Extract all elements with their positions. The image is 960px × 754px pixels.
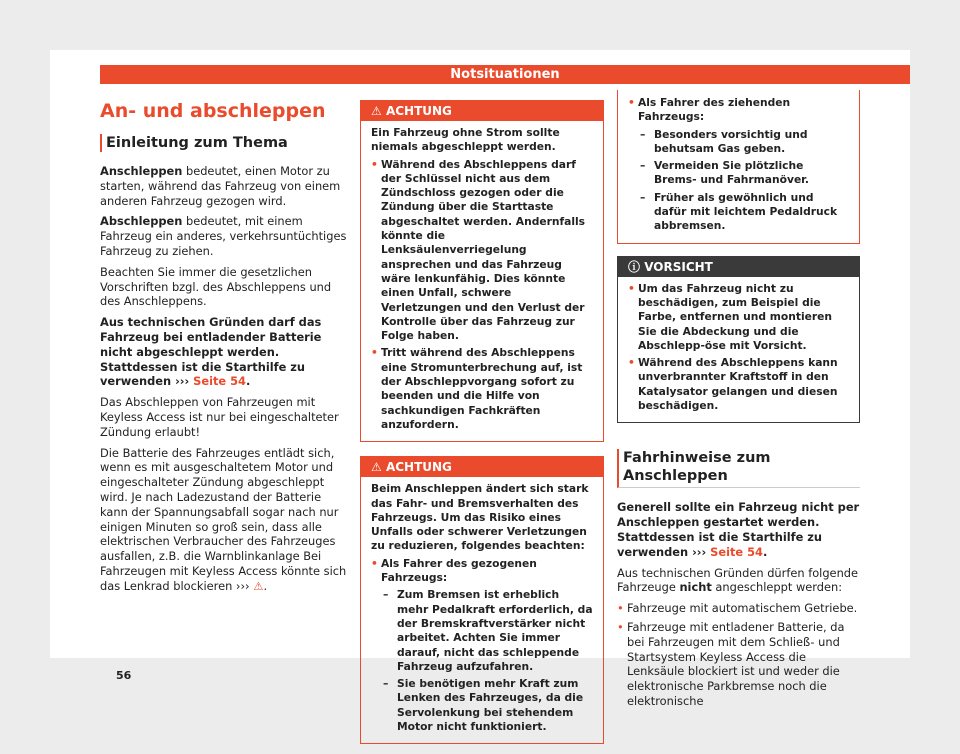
- warning-label: ACHTUNG: [385, 460, 452, 475]
- column-left: [100, 100, 350, 600]
- sub-list-item: – Sie benötigen mehr Kraft zum Lenken des Fahrzeuges, da die Servolenkung bei stehendem Motor nicht funktioniert.: [371, 677, 593, 734]
- paragraph-abschleppen: [100, 214, 350, 258]
- warning-triangle-icon: ⚠: [371, 460, 386, 475]
- warning-box-header: [361, 101, 603, 121]
- warning-box-body: [361, 121, 603, 441]
- section-subtitle-anschleppen: Fahrhinweise zum Anschleppen: [617, 449, 860, 488]
- paragraph-technische-gruende: [100, 315, 350, 389]
- section-header: Notsituationen: [100, 65, 910, 84]
- paragraph-text: bedeutet, einen Motor zu starten, während das Fahrzeug von einem anderen Fahrzeug gezogen wird.: [100, 164, 341, 208]
- punctuation: .: [762, 544, 768, 559]
- paragraph-text: Die Batterie des Fahrzeuges entlädt sich, wenn es mit ausgeschaltetem Motor und eingeschalteter Zündung abgeschleppt wird. Je nach Ladezustand der Batterie kann der Spannungsabfall sogar nach nur einigen Minuten so groß sein, dass alle elektrischen Verbraucher des Fahrzeuges ausfallen, z.B. die Warnblinkanlage Bei Fahrzeugen mit Keyless Access könnte sich das Lenkrad blockieren ›››: [100, 445, 347, 593]
- warning-box-2: [360, 456, 604, 744]
- emphasis: nicht: [679, 580, 712, 595]
- sub-list-item: – Besonders vorsichtig und behutsam Gas geben.: [628, 128, 849, 157]
- paragraph-generell: [617, 500, 860, 559]
- term-abschleppen: Abschleppen: [100, 214, 183, 229]
- section-subtitle: Einleitung zum Thema: [100, 134, 350, 152]
- page-title: An- und abschleppen: [100, 100, 326, 122]
- list-item: • Um das Fahrzeug nicht zu beschädigen, zum Beispiel die Farbe, entfernen und montieren Sie die Abdeckung und die Abschlepp-öse mit Vorsicht.: [628, 282, 849, 353]
- warning-intro: Beim Anschleppen ändert sich stark das Fahr- und Bremsverhalten des Fahrzeugs. Um das Risiko eines Unfalls oder schwerer Verletzungen zu reduzieren, folgendes beachten:: [371, 482, 589, 553]
- page: [50, 50, 910, 733]
- list-item: • Tritt während des Abschleppens eine Stromunterbrechung auf, ist der Abschleppvorgang sofort zu beenden und die Hilfe von sachkundigen Fachkräften anzufordern.: [371, 346, 593, 432]
- page-link[interactable]: Seite 54: [189, 374, 246, 389]
- paragraph-text: Aus technischen Gründen darf das Fahrzeug bei entladender Batterie nicht abgeschleppt werden. Stattdessen ist die Starthilfe zu verwenden ›››: [100, 315, 322, 389]
- column-middle: [360, 100, 604, 754]
- sub-list-item: – Früher als gewöhnlich und dafür mit leichtem Pedaldruck abbremsen.: [628, 191, 849, 234]
- page-number: 56: [116, 669, 132, 682]
- sub-list-item: – Vermeiden Sie plötzliche Brems- und Fahrmanöver.: [628, 159, 849, 188]
- paragraph-keyless: Das Abschleppen von Fahrzeugen mit Keyless Access ist nur bei eingeschalteter Zündung erlaubt!: [100, 395, 339, 439]
- list-item: • Als Fahrer des ziehenden Fahrzeugs:: [628, 96, 849, 125]
- punctuation: .: [263, 578, 268, 593]
- term-anschleppen: Anschleppen: [100, 164, 183, 178]
- paragraph-text: angeschleppt werden:: [711, 580, 843, 595]
- paragraph-anschleppen: [100, 164, 350, 208]
- caution-label: VORSICHT: [644, 259, 713, 274]
- column-right: [617, 90, 860, 713]
- warning-intro: Ein Fahrzeug ohne Strom sollte niemals abgeschleppt werden.: [371, 126, 560, 154]
- warning-label: ACHTUNG: [385, 104, 452, 118]
- sub-list-item: – Zum Bremsen ist erheblich mehr Pedalkraft erforderlich, da der Bremskraftverstärker nicht arbeitet. Achten Sie immer darauf, nicht das schleppende Fahrzeug aufzufahren.: [371, 588, 593, 674]
- paragraph-batterie: [100, 446, 350, 594]
- caution-box-body: [618, 277, 859, 423]
- warning-triangle-icon: ⚠: [371, 104, 386, 118]
- page-link[interactable]: Seite 54: [706, 544, 763, 559]
- paragraph-text: Generell sollte ein Fahrzeug nicht per Anschleppen gestartet werden. Stattdessen ist die Starthilfe zu verwenden ›››: [617, 500, 860, 559]
- warning-box-2-continued: [617, 90, 860, 244]
- caution-box-header: [618, 257, 859, 277]
- caution-box: [617, 256, 860, 424]
- list-item: • Fahrzeuge mit entladener Batterie, da bei Fahrzeugen mit dem Schließ- und Startsystem Keyless Access die Lenksäule blockiert ist und weder die elektronische Parkbremse noch die elektronische: [617, 620, 860, 709]
- punctuation: .: [245, 374, 251, 389]
- warning-box-1: [360, 100, 604, 442]
- info-circle-icon: ⓘ: [628, 259, 641, 274]
- list-item: • Während des Abschleppens darf der Schlüssel nicht aus dem Zündschloss gezogen oder die Zündung über die Starttaste abgeschaltet werden. Andernfalls könnte die Lenksäulenverriegelung ansprechen und das Fahrzeug wäre lenkunfähig. Dies könnte einen Unfall, schwere Verletzungen und den Verlust der Kontrolle über das Fahrzeug zur Folge haben.: [371, 158, 593, 344]
- list-item: • Fahrzeuge mit automatischem Getriebe.: [617, 601, 860, 616]
- warning-box-body: [361, 477, 603, 743]
- paragraph-text: Aus technischen Gründen dürfen folgende Fahrzeuge: [617, 565, 859, 595]
- list-item: • Als Fahrer des gezogenen Fahrzeugs:: [371, 557, 593, 586]
- warning-triangle-icon[interactable]: ⚠: [253, 578, 264, 593]
- list-item: • Während des Abschleppens kann unverbrannter Kraftstoff in den Katalysator gelangen und diesen beschädigen.: [628, 356, 849, 413]
- paragraph-text: bedeutet, mit einem Fahrzeug ein anderes, verkehrsuntüchtiges Fahrzeug zu ziehen.: [100, 214, 347, 258]
- warning-box-header: [361, 457, 603, 477]
- paragraph-vorschriften: Beachten Sie immer die gesetzlichen Vorschriften bzgl. des Abschleppens und des Anschleppens.: [100, 264, 332, 309]
- paragraph-gruende: [617, 566, 860, 596]
